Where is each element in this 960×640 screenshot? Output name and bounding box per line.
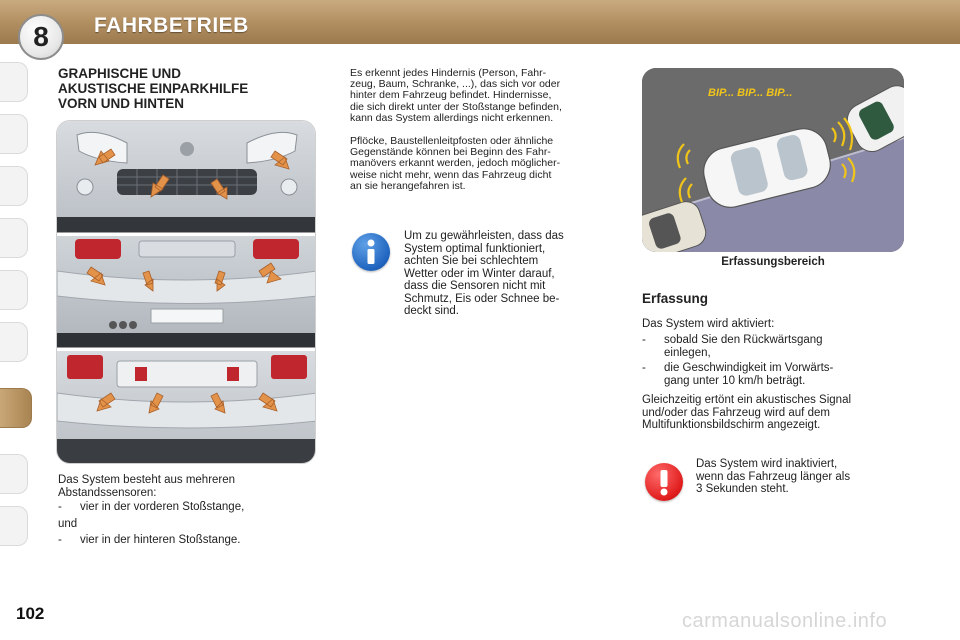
signal-paragraph: [642, 394, 904, 432]
bullet-dash: -: [642, 362, 646, 374]
text-line: dass die Sensoren nicht mit: [404, 280, 546, 292]
intro-paragraph: [58, 474, 320, 499]
subsection-title: Erfassung: [642, 291, 709, 306]
text-line: System optimal funktioniert,: [404, 242, 546, 255]
chapter-tab[interactable]: [0, 114, 28, 154]
bullet-text: vier in der hinteren Stoßstange.: [80, 534, 241, 546]
bullet-dash: -: [58, 534, 62, 546]
text-line: Schmutz, Eis oder Schnee be-: [404, 292, 560, 305]
info-icon: [352, 233, 390, 271]
bip-text: BIP... BIP... BIP...: [708, 87, 793, 99]
text-line: Abstandssensoren:: [58, 486, 157, 499]
chapter-tab[interactable]: [0, 270, 28, 310]
section-title-line: VORN UND HINTEN: [58, 96, 185, 111]
bullet-front-sensors: [58, 501, 320, 514]
chapter-number-badge: 8: [18, 14, 64, 60]
front-bumper-view: [57, 121, 316, 233]
text-line: weise nicht mehr, wenn das Fahrzeug dicht: [350, 168, 552, 181]
figure-caption: Erfassungsbereich: [721, 256, 825, 268]
rear-bumper-view: [57, 236, 316, 348]
text-line: wenn das Fahrzeug länger als: [696, 470, 851, 483]
text-line: Multifunktionsbildschirm angezeigt.: [642, 419, 821, 431]
text-line: deckt sind.: [404, 305, 459, 317]
page-number: 102: [16, 604, 45, 623]
bullet-reverse-gear: [642, 334, 904, 362]
bullet-text: vier in der vorderen Stoßstange,: [80, 501, 245, 513]
and-text: und: [58, 518, 78, 530]
text-line: sobald Sie den Rückwärtsgang: [664, 334, 823, 346]
text-line: Es erkennt jedes Hindernis (Person, Fahr-: [350, 67, 547, 79]
text-line: Um zu gewährleisten, dass das: [404, 230, 564, 242]
text-line: und/oder das Fahrzeug wird auf dem: [642, 406, 830, 419]
text-line: die sich direkt unter der Stoßstange befinden,: [350, 100, 562, 113]
chapter-tab-active[interactable]: [0, 388, 32, 428]
chapter-tab[interactable]: [0, 218, 28, 258]
bumper-sensors-illustration: [56, 120, 316, 464]
text-line: Das System besteht aus mehreren: [58, 474, 236, 486]
text-line: Das System wird inaktiviert,: [696, 458, 838, 470]
conjunction-text: [58, 518, 320, 531]
text-line: an sie herangefahren ist.: [350, 179, 466, 192]
chapter-title: FAHRBETRIEB: [94, 14, 249, 37]
text-line: Gleichzeitig ertönt ein akustisches Signal: [642, 394, 852, 406]
section-title: [58, 66, 328, 111]
text-line: gang unter 10 km/h beträgt.: [664, 375, 806, 387]
exclamation-icon: [645, 463, 683, 501]
bullet-text: [664, 334, 904, 360]
bullet-rear-sensors: [58, 534, 320, 547]
chapter-tab[interactable]: [0, 62, 28, 102]
text-line: zeug, Baum, Schranke, ...), das sich vor oder: [350, 78, 561, 91]
section-title-line: AKUSTISCHE EINPARKHILFE: [58, 81, 249, 96]
section-title-line: GRAPHISCHE UND: [58, 66, 182, 81]
detection-paragraph: [350, 68, 610, 124]
bullet-speed: [642, 362, 904, 390]
text-line: einlegen,: [664, 347, 711, 359]
text-line: hinter dem Fahrzeug befindet. Hindernisse,: [350, 89, 552, 102]
chapter-tab[interactable]: [0, 166, 28, 206]
rear-bumper-view: [57, 351, 316, 464]
detection-zone-illustration: [642, 68, 904, 252]
chapter-tab[interactable]: [0, 454, 28, 494]
text-line: 3 Sekunden steht.: [696, 483, 789, 495]
bullet-dash: -: [642, 334, 646, 346]
text-line: Gegenstände können bei Beginn des Fahr-: [350, 146, 551, 159]
text-line: Das System wird aktiviert:: [642, 318, 775, 330]
bullet-text: [664, 362, 904, 388]
text-line: achten Sie bei schlechtem: [404, 255, 539, 267]
text-line: Pflöcke, Baustellenleitpfosten oder ähnliche: [350, 135, 554, 147]
text-line: die Geschwindigkeit im Vorwärts-: [664, 362, 834, 374]
info-note: [404, 230, 612, 318]
warning-note: [696, 458, 902, 496]
text-line: Wetter oder im Winter darauf,: [404, 267, 555, 280]
chapter-tabs: [0, 62, 34, 578]
watermark: carmanualsonline.info: [682, 610, 888, 632]
text-line: kann das System allerdings nicht erkennen.: [350, 111, 554, 124]
text-line: manövers erkannt werden, jedoch möglicher-: [350, 157, 561, 170]
chapter-tab[interactable]: [0, 322, 28, 362]
chapter-tab[interactable]: [0, 506, 28, 546]
activation-intro: [642, 318, 904, 331]
bullet-dash: -: [58, 501, 62, 513]
limitations-paragraph: [350, 136, 610, 192]
